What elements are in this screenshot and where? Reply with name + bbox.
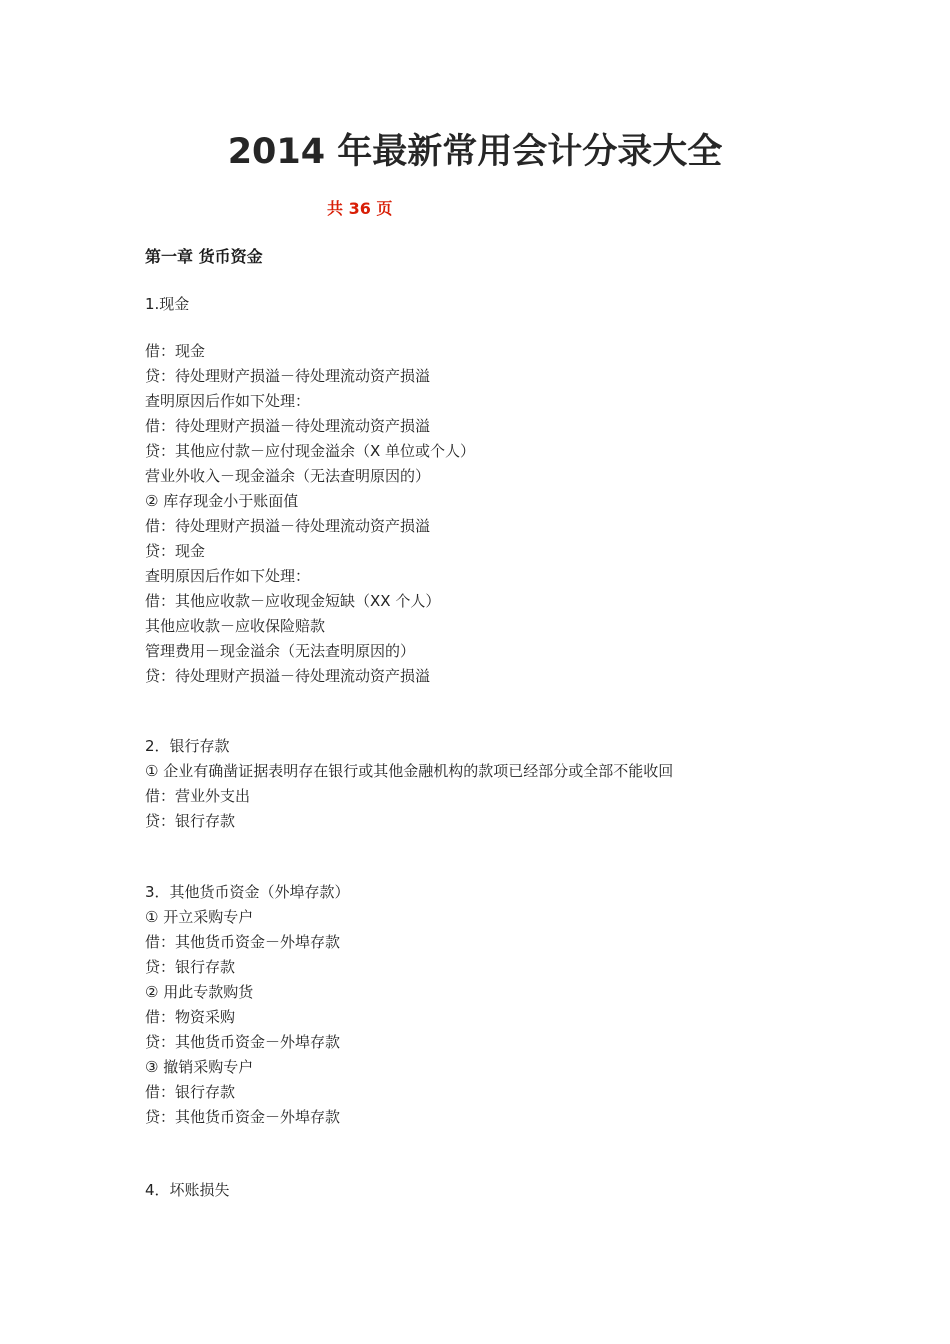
entry-line: 借：待处理财产损溢－待处理流动资产损溢	[145, 417, 431, 435]
section-heading: 2．银行存款	[145, 737, 230, 755]
section-2	[145, 734, 845, 834]
entry-line: 借：其他货币资金－外埠存款	[145, 933, 341, 951]
section-3	[145, 880, 845, 1130]
section-heading: 1.现金	[145, 295, 190, 313]
section-1-body	[145, 339, 845, 689]
entry-line: 借：营业外支出	[145, 787, 251, 805]
section-1-heading	[145, 292, 845, 317]
chapter-heading: 第一章 货币资金	[145, 247, 263, 266]
section-heading: 4．坏账损失	[145, 1181, 230, 1199]
page-count: 共 36 页	[327, 199, 393, 218]
entry-line: 借：其他应收款－应收现金短缺（XX 个人）	[145, 592, 441, 610]
entry-line: 贷：现金	[145, 542, 206, 560]
entry-line: 贷：其他应付款－应付现金溢余（X 单位或个人）	[145, 442, 476, 460]
entry-line: 贷：其他货币资金－外埠存款	[145, 1033, 341, 1051]
entry-line: 贷：银行存款	[145, 812, 236, 830]
entry-line: 管理费用－现金溢余（无法查明原因的）	[145, 642, 416, 660]
entry-line: ③ 撤销采购专户	[145, 1058, 254, 1076]
entry-line: 贷：待处理财产损溢－待处理流动资产损溢	[145, 667, 431, 685]
entry-line: 其他应收款－应收保险赔款	[145, 617, 326, 635]
entry-line: ① 开立采购专户	[145, 908, 254, 926]
section-4	[145, 1178, 845, 1203]
entry-line: 营业外收入－现金溢余（无法查明原因的）	[145, 467, 431, 485]
entry-line: 借：物资采购	[145, 1008, 236, 1026]
entry-line: 查明原因后作如下处理：	[145, 392, 311, 410]
entry-line: 借：银行存款	[145, 1083, 236, 1101]
entry-line: ② 库存现金小于账面值	[145, 492, 299, 510]
entry-line: 贷：银行存款	[145, 958, 236, 976]
document-title: 2014 年最新常用会计分录大全	[227, 132, 723, 172]
entry-line: 贷：待处理财产损溢－待处理流动资产损溢	[145, 367, 431, 385]
entry-line: 贷：其他货币资金－外埠存款	[145, 1108, 341, 1126]
entry-line: ② 用此专款购货	[145, 983, 254, 1001]
entry-line: 借：待处理财产损溢－待处理流动资产损溢	[145, 517, 431, 535]
entry-line: 借：现金	[145, 342, 206, 360]
section-heading: 3．其他货币资金（外埠存款）	[145, 883, 350, 901]
entry-line: ① 企业有确凿证据表明存在银行或其他金融机构的款项已经部分或全部不能收回	[145, 762, 674, 780]
entry-line: 查明原因后作如下处理：	[145, 567, 311, 585]
